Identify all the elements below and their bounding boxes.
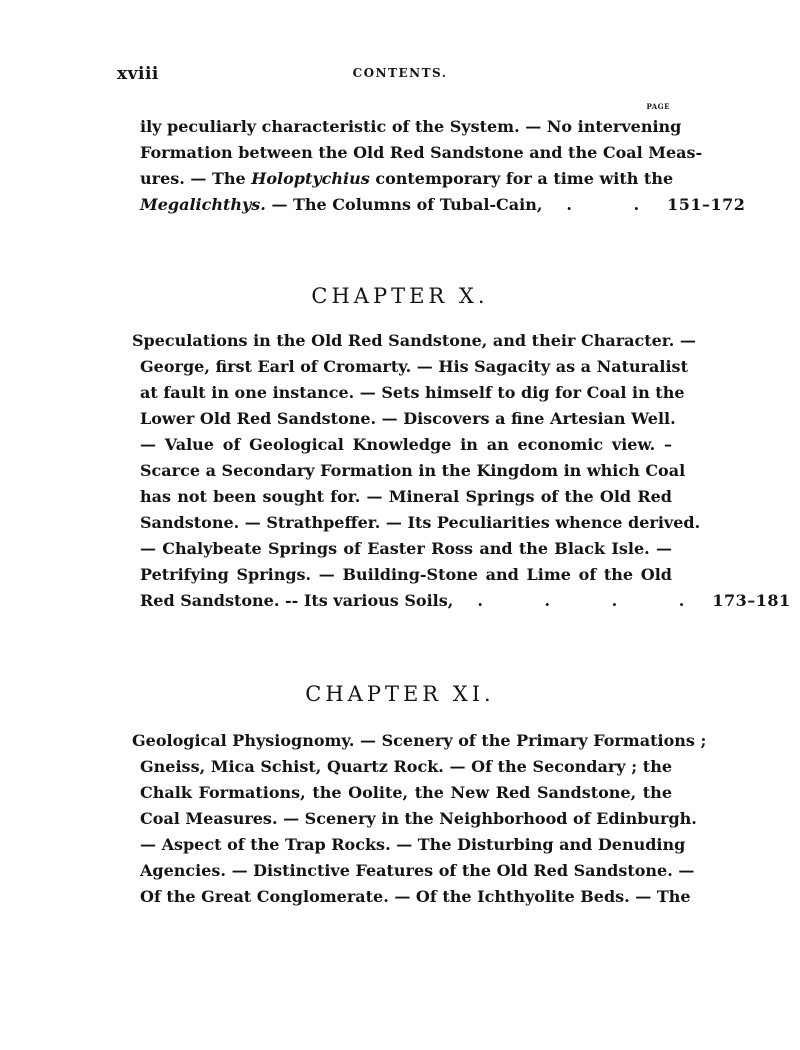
continued-entry bbox=[140, 114, 746, 218]
chapter-x-line-11-text: Red Sandstone. -- Its various Soils, bbox=[140, 591, 454, 610]
continued-line-3 bbox=[140, 166, 672, 192]
chapter-xi-summary bbox=[132, 728, 707, 910]
italic-term-megalichthys: Megalichthys. bbox=[140, 195, 266, 214]
chapter-x-line-1: Speculations in the Old Red Sandstone, and their Character. — bbox=[132, 331, 696, 350]
chapter-x-line-2: George, first Earl of Cromarty. — His Sagacity as a Naturalist bbox=[140, 357, 688, 376]
chapter-x-line-6: Scarce a Secondary Formation in the Kingdom in which Coal bbox=[140, 461, 686, 480]
chapter-x-line-9: — Chalybeate Springs of Easter Ross and the Black Isle. — bbox=[140, 539, 672, 558]
chapter-xi-line-6: Agencies. — Distinctive Features of the Old Red Sandstone. — bbox=[140, 861, 695, 880]
page-column-label: PAGE bbox=[646, 102, 670, 111]
page-range: 173–181 bbox=[712, 591, 791, 610]
continued-line-2: Formation between the Old Red Sandstone and the Coal Meas- bbox=[140, 143, 703, 162]
continued-line-3a: ures. — The bbox=[140, 169, 252, 188]
leader-dots: . . bbox=[566, 195, 668, 214]
chapter-xi-line-4: Coal Measures. — Scenery in the Neighborhood of Edinburgh. bbox=[140, 809, 697, 828]
continued-line-1: ily peculiarly characteristic of the System. — No intervening bbox=[140, 117, 682, 136]
chapter-x-line-7: has not been sought for. — Mineral Springs of the Old Red bbox=[140, 487, 672, 506]
chapter-x-line-10: Petrifying Springs. — Building-Stone and Lime of the Old bbox=[140, 565, 672, 584]
italic-term-holoptychius: Holoptychius bbox=[251, 169, 370, 188]
chapter-x-heading: CHAPTER X. bbox=[311, 284, 489, 308]
running-title: CONTENTS. bbox=[352, 66, 448, 80]
continued-line-4-text: — The Columns of Tubal-Cain, bbox=[265, 195, 543, 214]
chapter-x-line-5: — Value of Geological Knowledge in an economic view. – bbox=[140, 435, 672, 454]
running-head bbox=[0, 64, 800, 84]
chapter-x-line-11 bbox=[140, 588, 791, 614]
chapter-xi-line-7: Of the Great Conglomerate. — Of the Ichthyolite Beds. — The bbox=[140, 887, 691, 906]
continued-line-4 bbox=[140, 192, 746, 218]
chapter-xi-heading: CHAPTER XI. bbox=[305, 682, 495, 706]
chapter-x-line-3: at fault in one instance. — Sets himself to dig for Coal in the bbox=[140, 383, 685, 402]
chapter-x-line-4: Lower Old Red Sandstone. — Discovers a fine Artesian Well. bbox=[140, 409, 676, 428]
chapter-x-line-8: Sandstone. — Strathpeffer. — Its Peculiarities whence derived. bbox=[140, 513, 701, 532]
chapter-x-summary bbox=[132, 328, 791, 614]
chapter-xi-line-1: Geological Physiognomy. — Scenery of the Primary Formations ; bbox=[132, 731, 707, 750]
chapter-xi-line-3: Chalk Formations, the Oolite, the New Red Sandstone, the bbox=[140, 783, 672, 802]
page-range: 151–172 bbox=[667, 195, 746, 214]
chapter-xi-line-2: Gneiss, Mica Schist, Quartz Rock. — Of the Secondary ; the bbox=[140, 757, 672, 776]
continued-line-3b: contemporary for a time with the bbox=[369, 169, 674, 188]
leader-dots: . . . . bbox=[477, 591, 713, 610]
chapter-xi-line-5: — Aspect of the Trap Rocks. — The Disturbing and Denuding bbox=[140, 835, 686, 854]
page-folio: xviii bbox=[117, 64, 159, 84]
